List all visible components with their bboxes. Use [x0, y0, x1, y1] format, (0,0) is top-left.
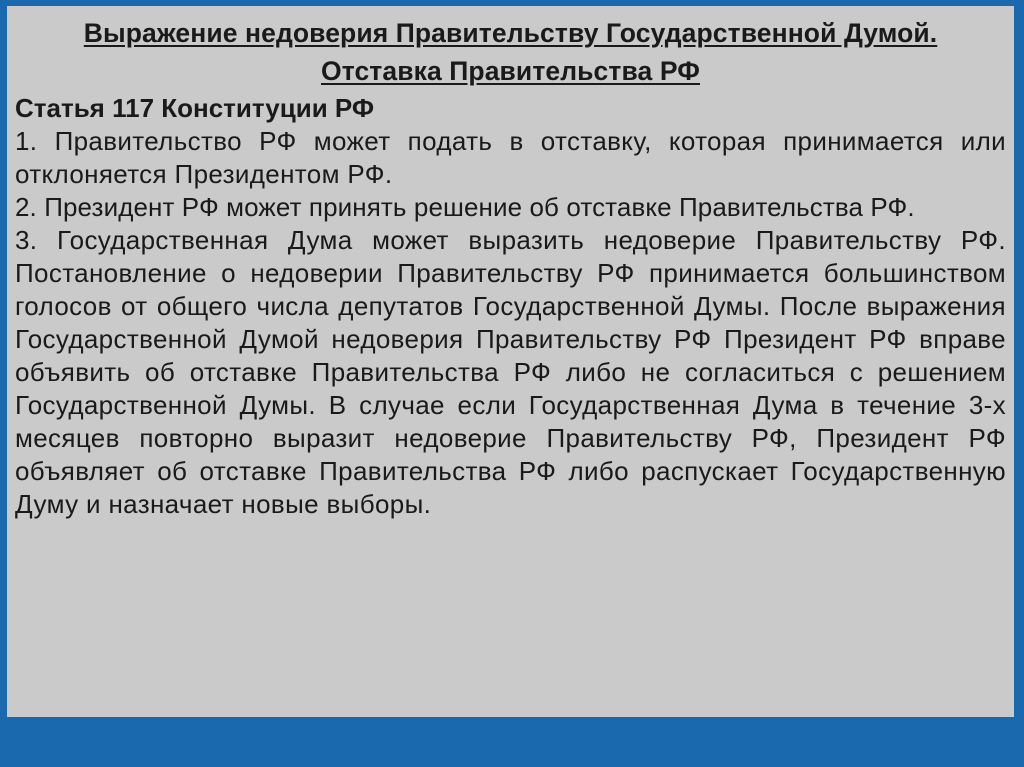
- title-line-2: Отставка Правительства РФ: [321, 56, 700, 86]
- article-heading: Статья 117 Конституции РФ: [15, 93, 375, 123]
- clause-2: 2. Президент РФ может принять решение об отставке Правительства РФ.: [15, 192, 915, 222]
- slide-title: [15, 14, 1006, 90]
- clause-1: 1. Правительство РФ может подать в отставку, которая принимается или отклоняется Президентом РФ.: [15, 126, 1006, 189]
- title-line-1: Выражение недоверия Правительству Государственной Думой.: [83, 18, 938, 48]
- clause-3: 3. Государственная Дума может выразить недоверие Правительству РФ. Постановление о недоверии Правительству РФ принимается большинством голосов от общего числа депутатов Государственной Думы. После выражения Государственной Думой недоверия Правительству РФ Президент РФ вправе объявить об отставке Правительства РФ либо не согласиться с решением Государственной Думы. В случае если Государственная Дума в течение 3-х месяцев повторно выразит недоверие Правительству РФ, Президент РФ объявляет об отставке Правительства РФ либо распускает Государственную Думу и назначает новые выборы.: [15, 225, 1006, 519]
- text-panel: [7, 6, 1014, 717]
